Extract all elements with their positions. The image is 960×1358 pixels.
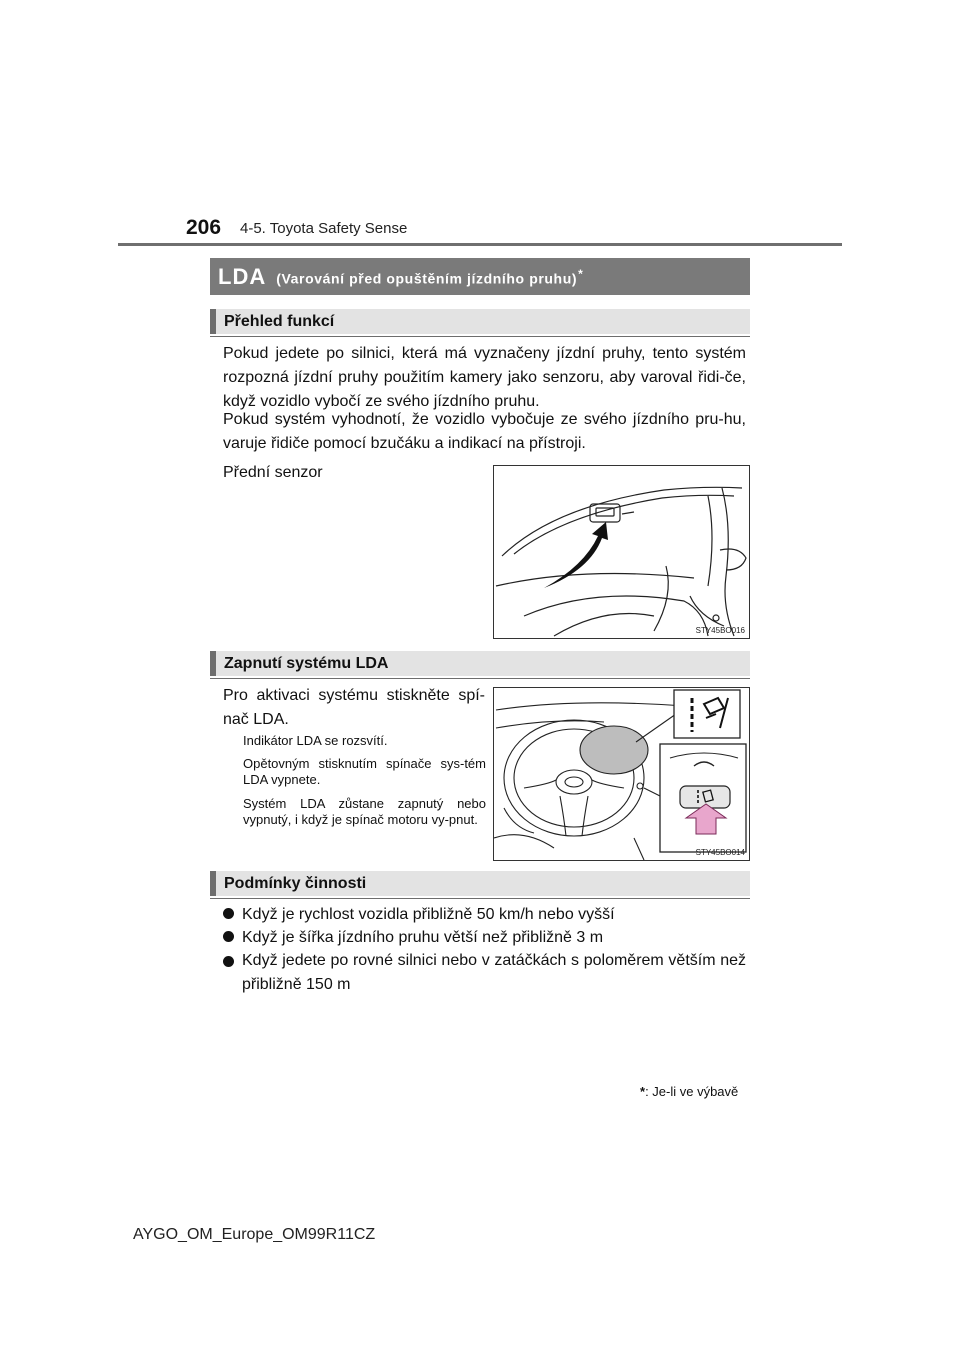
header-divider	[118, 243, 842, 246]
condition-text: Když je rychlost vozidla přibližně 50 km/h nebo vyšší	[242, 906, 615, 923]
condition-text: Když jedete po rovné silnici nebo v zatáčkách s poloměrem větším než přibližně 150 m	[242, 952, 746, 993]
chapter-title: 4-5. Toyota Safety Sense	[240, 220, 408, 237]
footnote	[640, 1084, 738, 1099]
figure-code-1: STY45BO016	[695, 626, 745, 635]
bullet-icon	[223, 956, 234, 967]
heading-conditions	[210, 871, 750, 896]
bullet-icon	[223, 908, 234, 919]
document-id: AYGO_OM_Europe_OM99R11CZ	[133, 1226, 376, 1243]
heading-overview	[210, 309, 750, 334]
section-title-bar	[210, 258, 750, 295]
overview-paragraph-1: Pokud jedete po silnici, která má vyznačeny jízdní pruhy, tento systém rozpozná jízdní pruhy použitím kamery jako senzoru, aby varoval řidi-če, když vozidlo vybočí ze svého jízdního pruhu.	[223, 345, 746, 410]
page-number: 206	[186, 216, 222, 239]
activation-paragraph: Pro aktivaci systému stiskněte spí-nač LDA.	[223, 687, 485, 728]
lda-switch-figure	[493, 687, 750, 861]
title-subtitle-text: (Varování před opuštěním jízdního pruhu)	[276, 270, 578, 287]
overview-paragraph-2: Pokud systém vyhodnotí, že vozidlo vybočuje ze svého jízdního pru-hu, varuje řidiče pomocí bzučáku a indikací na přístroji.	[223, 411, 746, 452]
activation-note-3: Systém LDA zůstane zapnutý nebo vypnutý, i když je spínač motoru vy-pnut.	[243, 796, 486, 827]
activation-note-1: Indikátor LDA se rozsvítí.	[243, 733, 388, 748]
front-sensor-figure	[493, 465, 750, 639]
heading-activation	[210, 651, 750, 676]
condition-text: Když je šířka jízdního pruhu větší než přibližně 3 m	[242, 929, 604, 946]
activation-note-2: Opětovným stisknutím spínače sys-tém LDA vypnete.	[243, 756, 486, 787]
front-sensor-illustration	[494, 466, 749, 638]
condition-item	[223, 926, 746, 950]
condition-item	[223, 949, 746, 997]
arrow-icon	[544, 522, 608, 588]
figure-code-2: STY45BO014	[695, 848, 745, 857]
title-star: *	[578, 266, 584, 281]
lda-switch-illustration	[494, 688, 749, 860]
sensor-label: Přední senzor	[223, 464, 323, 481]
heading-overview-text: Přehled funkcí	[224, 312, 335, 330]
title-main: LDA	[218, 263, 267, 289]
condition-item	[223, 903, 746, 927]
footnote-star: *	[640, 1084, 646, 1099]
heading-activation-text: Zapnutí systému LDA	[224, 654, 389, 672]
bullet-icon	[223, 931, 234, 942]
footnote-text: : Je-li ve výbavě	[645, 1084, 739, 1099]
heading-conditions-text: Podmínky činnosti	[224, 874, 367, 892]
title-subtitle	[276, 267, 583, 287]
